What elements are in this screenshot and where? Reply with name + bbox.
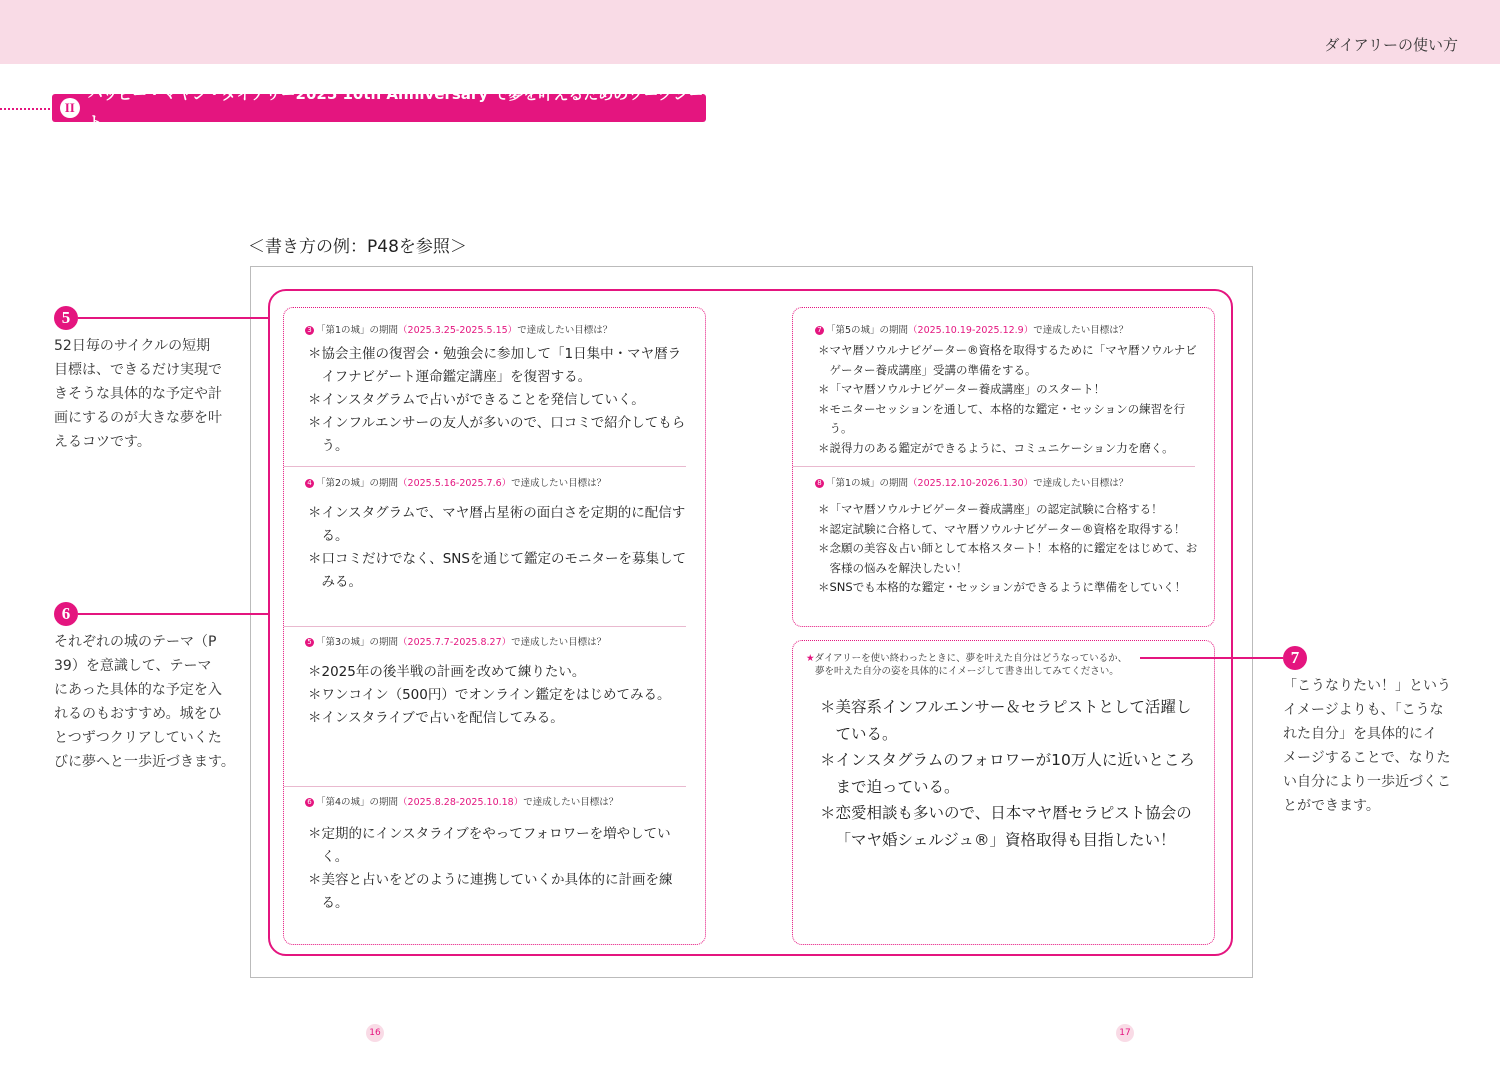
note-line: とつずつクリアしていくた [54,730,222,746]
goal-text [818,500,1198,598]
goal-text [308,343,688,458]
note-line: とができます。 [1283,798,1380,814]
goal-line: ＊インスタライブで占いを配信してみる。 [308,710,564,726]
dream-text [820,694,1200,853]
goal-line: ＊2025年の後半戦の計画を改めて練りたい。 [308,664,586,680]
goal-number-icon: 3 [305,326,314,335]
goal-number-icon: 8 [815,479,824,488]
dream-line: ＊美容系インフルエンサー＆セラピストとして活躍している。 [820,698,1192,743]
goal-header [305,475,606,489]
goal-number-icon: 7 [815,326,824,335]
separator [284,626,686,627]
star-icon: ★ [806,653,815,664]
goal-header [305,322,612,336]
dream-prompt [806,652,1206,678]
goal-number-icon: 5 [305,638,314,647]
note-line: びに夢へと一歩近づきます。 [54,754,235,770]
period-label: （2025.8.28-2025.10.18） [398,797,524,808]
castle-label: 「第2の城」の期間 [316,478,399,489]
goal-suffix: で達成したい目標は？ [511,478,607,489]
page-number-right: 17 [1116,1024,1134,1042]
goal-text [308,661,688,730]
callout-badge-6: 6 [54,602,78,626]
header-label: ダイアリーの使い方 [1324,36,1458,54]
goal-line: ＊「マヤ暦ソウルナビゲーター養成講座」のスタート！ [818,382,1106,396]
note-line: メージすることで、なりた [1283,750,1451,766]
castle-label: 「第3の城」の期間 [316,637,399,648]
goal-line: ＊SNSでも本格的な鑑定・セッションができるように準備をしていく！ [818,580,1186,594]
goal-line: ＊インフルエンサーの友人が多いので、口コミで紹介してもらう。 [308,415,686,454]
separator [284,466,686,467]
goal-text [308,823,688,915]
section-title: ハッピー・マヤン・ダイアリー2025 10th Anniversary で夢を叶えるためのワークシート [87,85,704,131]
period-label: （2025.7.7-2025.8.27） [398,637,512,648]
goal-line: ＊説得力のある鑑定ができるように、コミュニケーション力を磨く。 [818,440,1174,455]
note-line: 「こうなりたい！」という [1283,678,1451,694]
goal-suffix: で達成したい目標は？ [1033,325,1129,336]
goal-number-icon: 6 [305,798,314,807]
period-label: （2025.12.10-2026.1.30） [908,478,1034,489]
goal-line: ＊協会主催の復習会・勉強会に参加して「1日集中・マヤ暦ライフナビゲート運命鑑定講座」を復習する。 [308,346,682,385]
goal-line: ＊美容と占いをどのように連携していくか具体的に計画を練る。 [308,872,673,911]
note-line: えるコツです。 [54,434,151,450]
dream-line: ＊インスタグラムのフォロワーが10万人に近いところまで迫っている。 [820,751,1195,796]
section-dots [0,108,50,110]
goal-suffix: で達成したい目標は？ [517,325,613,336]
castle-label: 「第5の城」の期間 [826,325,909,336]
header-band [0,0,1500,64]
goal-suffix: で達成したい目標は？ [523,797,619,808]
callout-badge-7: 7 [1283,646,1307,670]
goal-line: ＊口コミだけでなく、SNSを通じて鑑定のモニターを募集してみる。 [308,551,686,590]
goal-line: ＊念願の美容＆占い師として本格スタート！本格的に鑑定をはじめて、お客様の悩みを解決したい！ [818,541,1198,575]
goal-line: ＊認定試験に合格して、マヤ暦ソウルナビゲーター®資格を取得する！ [818,521,1186,536]
note-line: れた自分」を具体的にイ [1283,726,1437,742]
note-line: にあった具体的な予定を入 [54,682,222,698]
note-line: 39）を意識して、テーマ [54,658,212,674]
callout-line [78,317,270,319]
period-label: （2025.10.19-2025.12.9） [908,325,1034,336]
goal-line: ＊モニターセッションを通して、本格的な鑑定・セッションの練習を行う。 [818,401,1186,435]
goal-suffix: で達成したい目標は？ [511,637,607,648]
goal-header [815,475,1128,489]
callout-badge-5: 5 [54,306,78,330]
callout-line [1140,657,1283,659]
note-line: イメージよりも、「こうな [1283,702,1444,718]
goal-header [305,794,618,808]
note-line: きそうな具体的な予定や計 [54,386,222,402]
section-numeral: II [60,98,80,118]
page-number-left: 16 [366,1024,384,1042]
callout-note-7 [1283,674,1451,818]
castle-label: 「第1の城」の期間 [316,325,399,336]
goal-header [305,634,606,648]
callout-line [78,613,270,615]
castle-label: 「第4の城」の期間 [316,797,399,808]
goal-number-icon: 4 [305,479,314,488]
callout-note-5 [54,334,222,454]
note-line: 画にするのが大きな夢を叶 [54,410,222,426]
goal-line: ＊インスタグラムで、マヤ暦占星術の面白さを定期的に配信する。 [308,505,686,544]
dream-prompt-line: ダイアリーを使い終わったときに、夢を叶えた自分はどうなっているか、 [814,653,1128,664]
period-label: （2025.3.25-2025.5.15） [398,325,518,336]
note-line: 目標は、できるだけ実現で [54,362,222,378]
section-title-bar [52,85,706,131]
goal-line: ＊定期的にインスタライブをやってフォロワーを増やしていく。 [308,826,671,865]
goal-text [308,502,688,594]
goal-line: ＊インスタグラムで占いができることを発信していく。 [308,392,645,408]
goal-line: ＊「マヤ暦ソウルナビゲーター養成講座」の認定試験に合格する！ [818,502,1163,516]
separator [284,786,686,787]
goal-text [818,341,1198,458]
callout-note-6 [54,630,235,774]
note-line: それぞれの城のテーマ（P [54,634,217,650]
goal-line: ＊ワンコイン（500円）でオンライン鑑定をはじめてみる。 [308,687,671,703]
note-line: い自分により一歩近づくこ [1283,774,1451,790]
dream-line: ＊恋愛相談も多いので、日本マヤ暦セラピスト協会の「マヤ婚シェルジュ®」資格取得も目指したい！ [820,804,1192,849]
goal-line: ＊マヤ暦ソウルナビゲーター®資格を取得するために「マヤ暦ソウルナビゲーター養成講座」受講の準備をする。 [818,343,1197,377]
example-label: ＜書き方の例：P48を参照＞ [248,237,467,257]
goal-header [815,322,1128,336]
goal-suffix: で達成したい目標は？ [1033,478,1129,489]
note-line: 52日毎のサイクルの短期 [54,338,211,354]
dream-prompt-line: 夢を叶えた自分の姿を具体的にイメージして書き出してみてください。 [815,666,1119,677]
note-line: れるのもおすすめ。城をひ [54,706,222,722]
castle-label: 「第1の城」の期間 [826,478,909,489]
separator [793,466,1195,467]
period-label: （2025.5.16-2025.7.6） [398,478,512,489]
